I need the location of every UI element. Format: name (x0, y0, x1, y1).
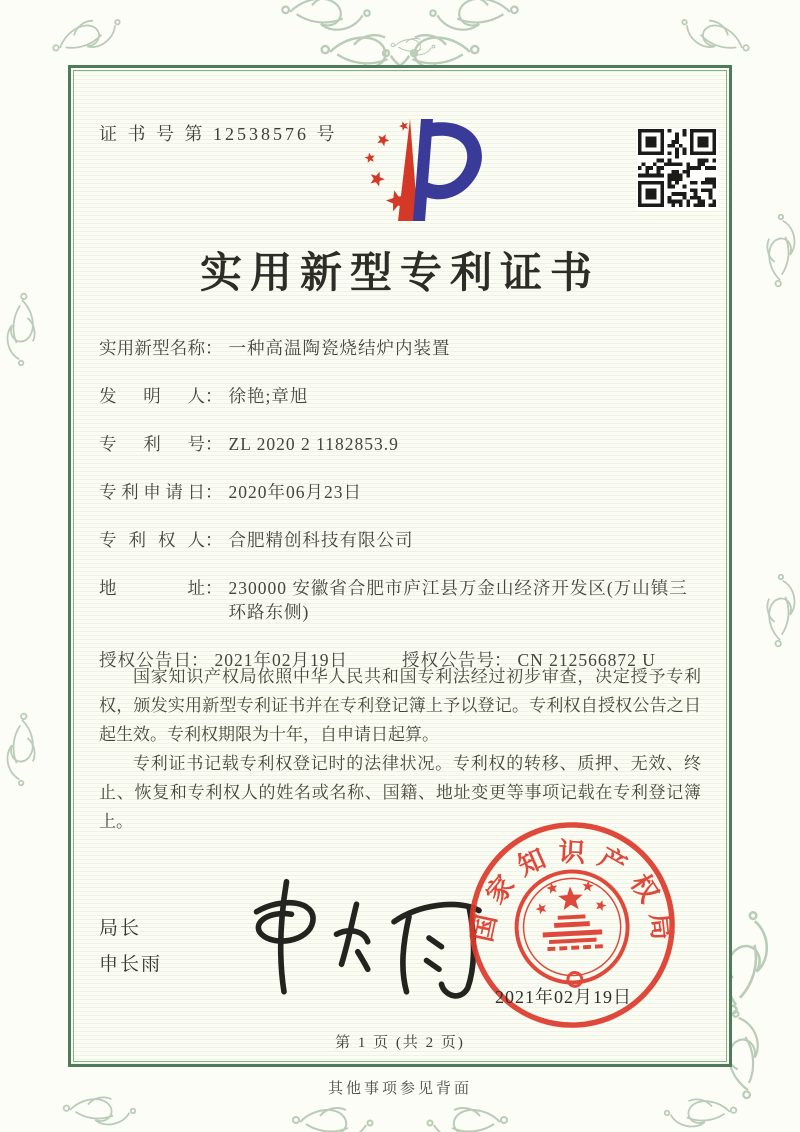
certificate-title: 实用新型专利证书 (199, 251, 600, 297)
field-label: 授权公告日 (99, 650, 191, 670)
field-value-grant-no: CN 212566872 U (517, 650, 656, 670)
field-label: 专利号 (99, 434, 205, 454)
field-row-filing-date: 专利申请日 ： 2020年06月23日 (99, 480, 699, 504)
seal-date: 2021年02月19日 (495, 987, 632, 1007)
field-row-inventor: 发明人 ： 徐艳;章旭 (99, 384, 699, 408)
field-value-patent-no: ZL 2020 2 1182853.9 (228, 434, 399, 454)
field-label: 地址 (99, 578, 205, 598)
field-row-patent-no: 专利号 ： ZL 2020 2 1182853.9 (99, 432, 699, 456)
field-label: 授权公告号 (402, 650, 494, 670)
page-number: 第 1 页 (共 2 页) (335, 1035, 465, 1051)
field-label: 专利申请日 (99, 482, 205, 502)
field-value-name: 一种高温陶瓷烧结炉内装置 (228, 338, 451, 358)
officer-title: 局长 (99, 918, 142, 939)
officer-name: 申长雨 (99, 954, 163, 975)
field-row-address: 地址 ： 230000 安徽省合肥市庐江县万金山经济开发区(万山镇三环路东侧) (99, 576, 699, 624)
field-label: 实用新型名称 (99, 338, 205, 358)
certificate-number: 证 书 号 第 12538576 号 (99, 124, 338, 144)
certificate-fields (99, 336, 699, 696)
legal-text (99, 662, 701, 836)
officer-block (99, 911, 162, 983)
grant-no-pair: 授权公告号 ： CN 212566872 U (402, 650, 656, 670)
legal-paragraph-1: 国家知识产权局依照中华人民共和国专利法经过初步审查，决定授予专利权，颁发实用新型专利证书并在专利登记簿上予以登记。专利权自授权公告之日起生效。专利权期限为十年，自申请日起算。 (99, 667, 701, 744)
back-side-note: 其他事项参见背面 (327, 1081, 472, 1097)
grant-date-pair: 授权公告日 ： 2021年02月19日 (99, 650, 348, 670)
legal-paragraph-2: 专利证书记载专利权登记时的法律状况。专利权的转移、质押、无效、终止、恢复和专利权人的姓名或名称、国籍、地址变更等事项记载在专利登记簿上。 (99, 754, 701, 831)
qr-code (637, 128, 719, 210)
field-row-name: 实用新型名称 ： 一种高温陶瓷烧结炉内装置 (99, 336, 699, 360)
seal-text: 国家知识产权局 (466, 836, 679, 953)
field-value-filing-date: 2020年06月23日 (228, 482, 362, 502)
field-label: 专利权人 (99, 530, 205, 550)
cnipa-logo (347, 110, 487, 232)
field-value-address: 230000 安徽省合肥市庐江县万金山经济开发区(万山镇三环路东侧) (228, 578, 688, 622)
field-value-grant-date: 2021年02月19日 (214, 650, 348, 670)
seal-national-emblem (533, 879, 610, 952)
field-value-patentee: 合肥精创科技有限公司 (228, 530, 414, 550)
certificate-frame (68, 65, 732, 1067)
field-value-inventor: 徐艳;章旭 (228, 386, 309, 406)
field-label: 发明人 (99, 386, 205, 406)
field-row-patentee: 专利权人 ： 合肥精创科技有限公司 (99, 528, 699, 552)
